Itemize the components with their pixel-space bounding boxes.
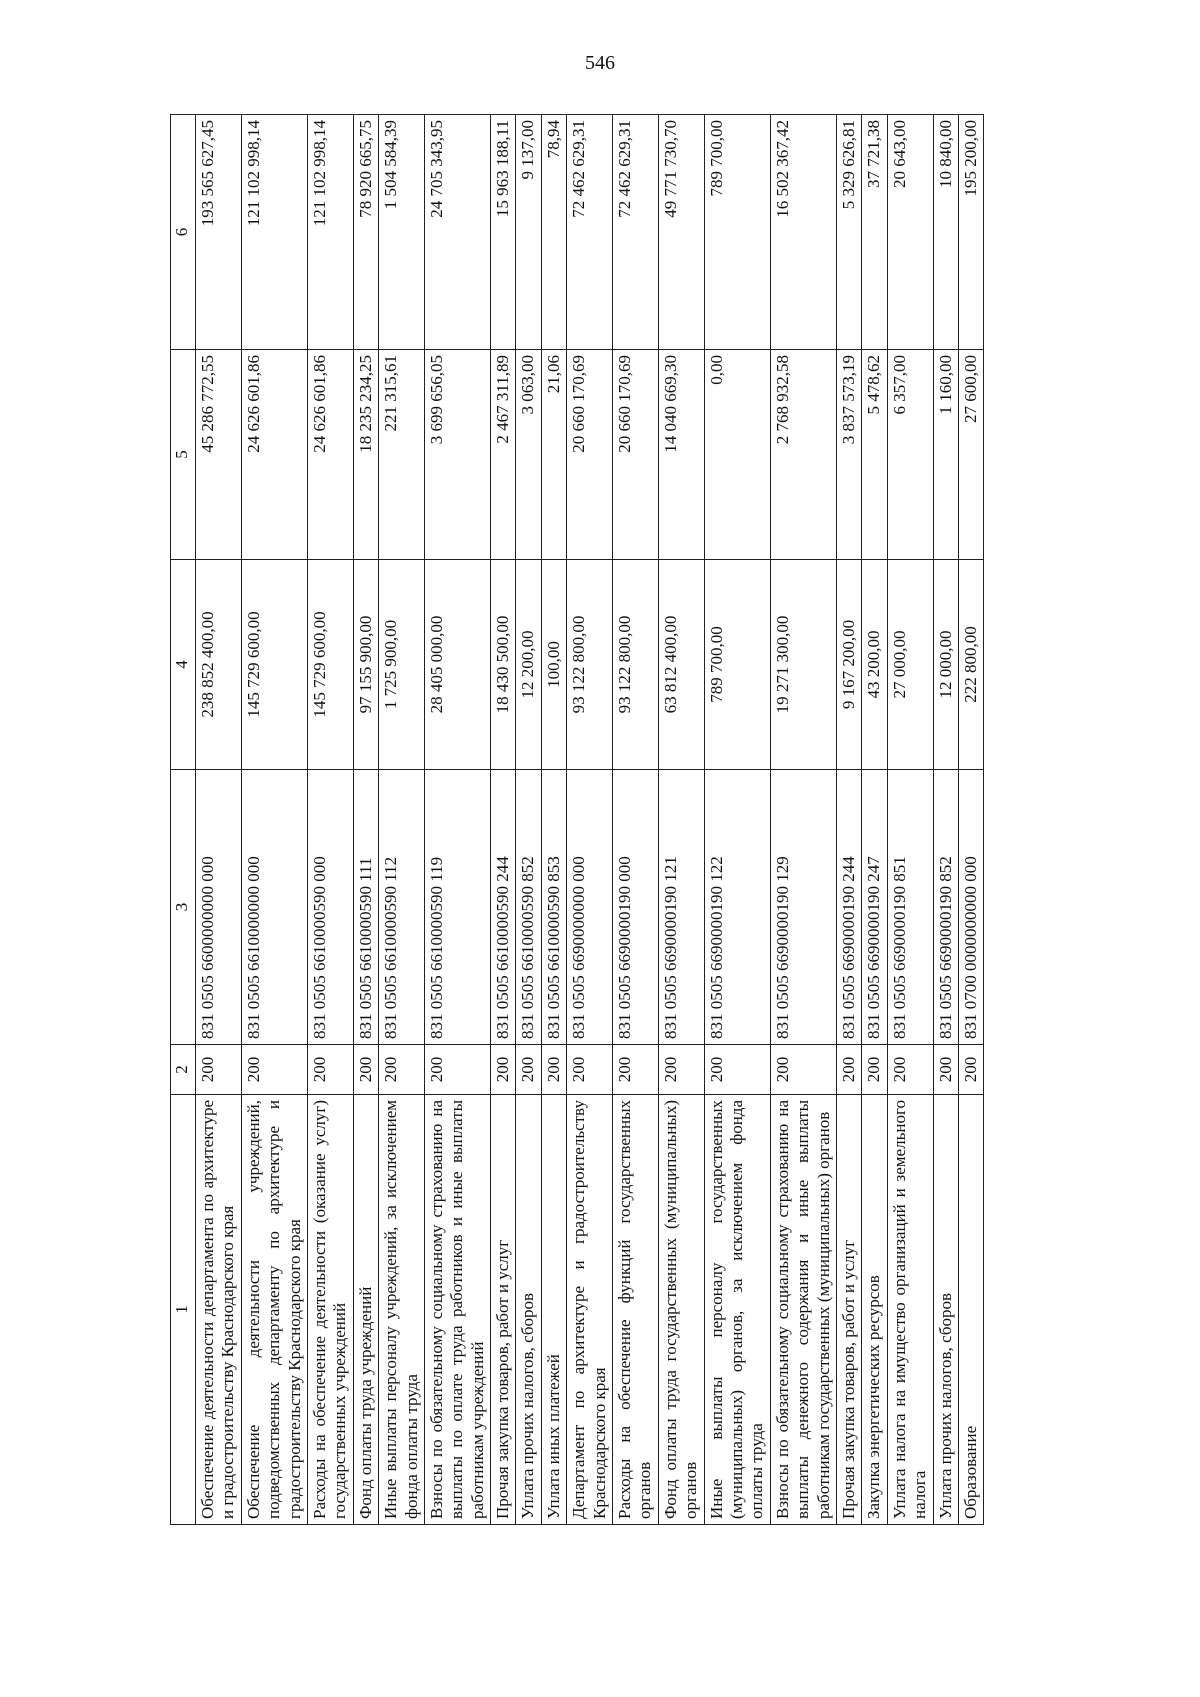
row-account-code: 831 0505 6690000190 247 (862, 770, 887, 1045)
budget-table-rotated (170, 115, 1110, 1525)
row-line-code: 200 (613, 1045, 659, 1095)
row-name: Взносы по обязательному социальному страхованию на выплаты по оплате труда работников и иные выплаты работникам учреждений (424, 1095, 490, 1525)
row-unexecuted: 9 137,00 (516, 115, 541, 350)
row-unexecuted: 121 102 998,14 (307, 115, 353, 350)
row-name: Уплата прочих налогов, сборов (516, 1095, 541, 1525)
row-approved: 1 725 900,00 (379, 560, 425, 770)
row-approved: 93 122 800,00 (567, 560, 613, 770)
table-row (770, 115, 836, 1525)
row-unexecuted: 78,94 (541, 115, 566, 350)
row-line-code: 200 (887, 1045, 933, 1095)
table-row (613, 115, 659, 1525)
row-name: Фонд оплаты труда учреждений (353, 1095, 378, 1525)
row-name: Уплата иных платежей (541, 1095, 566, 1525)
row-unexecuted: 195 200,00 (958, 115, 983, 350)
row-line-code: 200 (862, 1045, 887, 1095)
table-row (196, 115, 242, 1525)
row-approved: 9 167 200,00 (836, 560, 861, 770)
row-line-code: 200 (933, 1045, 958, 1095)
row-unexecuted: 5 329 626,81 (836, 115, 861, 350)
header-col-6: 6 (171, 115, 196, 350)
row-line-code: 200 (958, 1045, 983, 1095)
row-account-code: 831 0505 6690000190 852 (933, 770, 958, 1045)
row-executed: 27 600,00 (958, 350, 983, 560)
row-line-code: 200 (241, 1045, 307, 1095)
row-account-code: 831 0505 6610000590 112 (379, 770, 425, 1045)
row-name: Расходы на обеспечение функций государственных органов (613, 1095, 659, 1525)
row-approved: 12 000,00 (933, 560, 958, 770)
row-executed: 3 699 656,05 (424, 350, 490, 560)
row-account-code: 831 0505 6690000190 122 (704, 770, 770, 1045)
row-line-code: 200 (836, 1045, 861, 1095)
table-row (567, 115, 613, 1525)
header-col-3: 3 (171, 770, 196, 1045)
row-executed: 2 467 311,89 (491, 350, 516, 560)
table-row (424, 115, 490, 1525)
row-executed: 1 160,00 (933, 350, 958, 560)
row-executed: 24 626 601,86 (241, 350, 307, 560)
row-account-code: 831 0505 6610000590 119 (424, 770, 490, 1045)
row-line-code: 200 (196, 1045, 242, 1095)
row-executed: 5 478,62 (862, 350, 887, 560)
row-name: Обеспечение деятельности учреждений, подведомственных департаменту по архитектуре и градостроительству Краснодарского края (241, 1095, 307, 1525)
row-executed: 0,00 (704, 350, 770, 560)
table-row (379, 115, 425, 1525)
page-number: 546 (585, 52, 615, 74)
row-account-code: 831 0505 6610000590 244 (491, 770, 516, 1045)
row-name: Образование (958, 1095, 983, 1525)
row-line-code: 200 (516, 1045, 541, 1095)
table-row (491, 115, 516, 1525)
row-name: Прочая закупка товаров, работ и услуг (836, 1095, 861, 1525)
table-body (196, 115, 984, 1525)
row-unexecuted: 193 565 627,45 (196, 115, 242, 350)
row-name: Взносы по обязательному социальному страхованию на выплаты денежного содержания и иные выплаты работникам государственных (муниципальных) органов (770, 1095, 836, 1525)
row-approved: 93 122 800,00 (613, 560, 659, 770)
row-unexecuted: 20 643,00 (887, 115, 933, 350)
row-executed: 6 357,00 (887, 350, 933, 560)
row-account-code: 831 0505 6690000190 129 (770, 770, 836, 1045)
row-account-code: 831 0505 6690000000 000 (567, 770, 613, 1045)
table-row (658, 115, 704, 1525)
table-row (862, 115, 887, 1525)
row-unexecuted: 1 504 584,39 (379, 115, 425, 350)
row-unexecuted: 10 840,00 (933, 115, 958, 350)
row-executed: 45 286 772,55 (196, 350, 242, 560)
row-account-code: 831 0505 6610000000 000 (241, 770, 307, 1045)
row-approved: 43 200,00 (862, 560, 887, 770)
table-row (241, 115, 307, 1525)
row-unexecuted: 78 920 665,75 (353, 115, 378, 350)
table-row (541, 115, 566, 1525)
table-row (704, 115, 770, 1525)
row-line-code: 200 (307, 1045, 353, 1095)
row-account-code: 831 0505 6690000190 121 (658, 770, 704, 1045)
row-executed: 18 235 234,25 (353, 350, 378, 560)
row-account-code: 831 0700 0000000000 000 (958, 770, 983, 1045)
row-account-code: 831 0505 6690000190 851 (887, 770, 933, 1045)
row-executed: 14 040 669,30 (658, 350, 704, 560)
row-line-code: 200 (379, 1045, 425, 1095)
row-unexecuted: 16 502 367,42 (770, 115, 836, 350)
row-name: Иные выплаты персоналу учреждений, за исключением фонда оплаты труда (379, 1095, 425, 1525)
row-account-code: 831 0505 6610000590 852 (516, 770, 541, 1045)
row-name: Фонд оплаты труда государственных (муниципальных) органов (658, 1095, 704, 1525)
header-row (171, 115, 196, 1525)
row-unexecuted: 72 462 629,31 (567, 115, 613, 350)
row-unexecuted: 37 721,38 (862, 115, 887, 350)
row-approved: 27 000,00 (887, 560, 933, 770)
row-line-code: 200 (658, 1045, 704, 1095)
row-approved: 238 852 400,00 (196, 560, 242, 770)
row-unexecuted: 24 705 343,95 (424, 115, 490, 350)
table-row (958, 115, 983, 1525)
row-line-code: 200 (424, 1045, 490, 1095)
table-row (836, 115, 861, 1525)
row-executed: 24 626 601,86 (307, 350, 353, 560)
row-account-code: 831 0505 6690000190 000 (613, 770, 659, 1045)
row-executed: 3 063,00 (516, 350, 541, 560)
row-line-code: 200 (770, 1045, 836, 1095)
row-executed: 20 660 170,69 (613, 350, 659, 560)
table-row (933, 115, 958, 1525)
row-name: Прочая закупка товаров, работ и услуг (491, 1095, 516, 1525)
row-approved: 97 155 900,00 (353, 560, 378, 770)
row-account-code: 831 0505 6600000000 000 (196, 770, 242, 1045)
row-name: Уплата прочих налогов, сборов (933, 1095, 958, 1525)
row-approved: 145 729 600,00 (241, 560, 307, 770)
row-name: Иные выплаты персоналу государственных (муниципальных) органов, за исключением фонда оплаты труда (704, 1095, 770, 1525)
row-unexecuted: 15 963 188,11 (491, 115, 516, 350)
row-unexecuted: 789 700,00 (704, 115, 770, 350)
row-unexecuted: 121 102 998,14 (241, 115, 307, 350)
row-executed: 21,06 (541, 350, 566, 560)
row-name: Расходы на обеспечение деятельности (оказание услуг) государственных учреждений (307, 1095, 353, 1525)
row-approved: 19 271 300,00 (770, 560, 836, 770)
header-col-2: 2 (171, 1045, 196, 1095)
row-unexecuted: 49 771 730,70 (658, 115, 704, 350)
row-executed: 2 768 932,58 (770, 350, 836, 560)
row-account-code: 831 0505 6610000590 111 (353, 770, 378, 1045)
row-unexecuted: 72 462 629,31 (613, 115, 659, 350)
table-row (307, 115, 353, 1525)
budget-table (170, 114, 984, 1525)
header-col-1: 1 (171, 1095, 196, 1525)
row-approved: 145 729 600,00 (307, 560, 353, 770)
row-line-code: 200 (704, 1045, 770, 1095)
row-account-code: 831 0505 6610000590 853 (541, 770, 566, 1045)
row-line-code: 200 (567, 1045, 613, 1095)
row-approved: 12 200,00 (516, 560, 541, 770)
row-name: Департамент по архитектуре и градостроительству Краснодарского края (567, 1095, 613, 1525)
row-name: Обеспечение деятельности департамента по архитектуре и градостроительству Краснодарского края (196, 1095, 242, 1525)
row-approved: 18 430 500,00 (491, 560, 516, 770)
row-account-code: 831 0505 6690000190 244 (836, 770, 861, 1045)
row-approved: 789 700,00 (704, 560, 770, 770)
row-executed: 3 837 573,19 (836, 350, 861, 560)
row-line-code: 200 (491, 1045, 516, 1095)
row-name: Закупка энергетических ресурсов (862, 1095, 887, 1525)
row-executed: 20 660 170,69 (567, 350, 613, 560)
row-line-code: 200 (541, 1045, 566, 1095)
table-row (887, 115, 933, 1525)
row-approved: 63 812 400,00 (658, 560, 704, 770)
row-approved: 100,00 (541, 560, 566, 770)
row-line-code: 200 (353, 1045, 378, 1095)
row-approved: 28 405 000,00 (424, 560, 490, 770)
header-col-5: 5 (171, 350, 196, 560)
row-account-code: 831 0505 6610000590 000 (307, 770, 353, 1045)
row-executed: 221 315,61 (379, 350, 425, 560)
row-name: Уплата налога на имущество организаций и земельного налога (887, 1095, 933, 1525)
row-approved: 222 800,00 (958, 560, 983, 770)
table-row (516, 115, 541, 1525)
table-row (353, 115, 378, 1525)
header-col-4: 4 (171, 560, 196, 770)
